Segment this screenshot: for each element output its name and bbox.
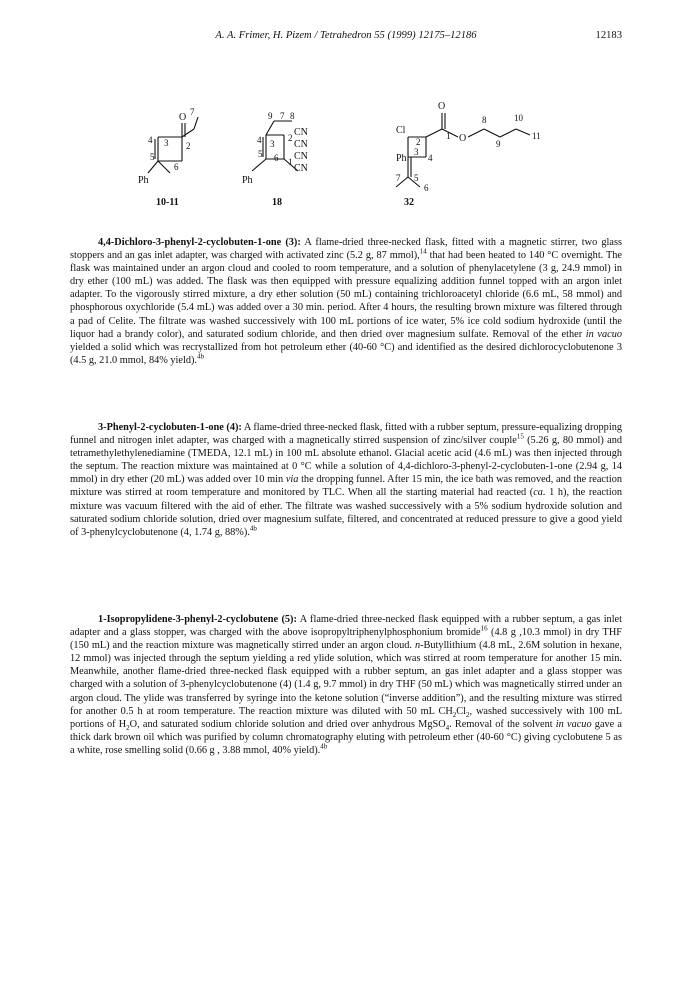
- atom-7-label: 7: [190, 107, 195, 117]
- reference-superscript: 14: [419, 247, 427, 256]
- oxygen-label-3: O: [459, 133, 467, 144]
- atom-4-label: 4: [148, 135, 153, 145]
- structure-label-2: 18: [272, 197, 282, 208]
- atom-2-label: 2: [186, 141, 191, 151]
- paragraph-text: [70, 613, 622, 757]
- subscript: 2: [126, 723, 130, 732]
- atom-3-label-b: 3: [270, 139, 275, 149]
- text-run: gave a thick dark brown oil which was purified by column chromatography eluting with petroleum ether (40-60 °C) giving cyclobutene 5 as a white, rose smelling solid (0.66 g , 3.88 mmol, 40% yield).: [70, 718, 622, 756]
- atom-2-label-c: 2: [416, 137, 421, 147]
- atom-5-label-c: 5: [414, 173, 419, 183]
- atom-2-label-b: 2: [288, 133, 293, 143]
- atom-5-label-b: 5: [258, 149, 263, 159]
- atom-8-label-c: 8: [482, 115, 487, 125]
- compound-heading: 4,4-Dichloro-3-phenyl-2-cyclobuten-1-one (3):: [98, 237, 301, 248]
- compound-heading: 1-Isopropylidene-3-phenyl-2-cyclobutene (5):: [98, 614, 297, 625]
- subscript: 2: [466, 710, 470, 719]
- atom-11-label-c: 11: [532, 131, 541, 141]
- subscript: 2: [452, 710, 457, 719]
- atom-7-label-c: 7: [396, 173, 401, 183]
- oxygen-label-2: O: [438, 101, 446, 112]
- atom-5-label: 5: [150, 152, 155, 162]
- chlorine-label: Cl: [396, 125, 406, 136]
- atom-3-label: 3: [164, 138, 169, 148]
- paragraph-text: [70, 236, 622, 367]
- atom-3-label-c: 3: [414, 147, 419, 157]
- paragraph-compound-5: [70, 613, 622, 757]
- structure-label-1: 10-11: [156, 197, 179, 208]
- atom-9-label: 9: [268, 111, 273, 121]
- text-run: the dropping funnel. After 15 min, the ice bath was removed, and the reaction mixture was stirred at room temperature and monitored by TLC. When all the starting material had reacted (: [70, 474, 622, 499]
- atom-9-label-c: 9: [496, 139, 501, 149]
- structure-label-3: 32: [404, 197, 414, 208]
- cn-group-2: CN: [294, 139, 308, 150]
- text-run: 1 h), the reaction mixture was vacuum filtered with the aid of ether. The filtrate was washed successively with a 5% sodium hydroxide solution and saturated sodium chloride solution, dried over magnesium sulfate, filtered, and concentrated at reduced pressure to give a good yield of 3-phenylcyclobutenone (4, 1.74 g, 88%).: [70, 487, 622, 538]
- atom-6-label-b: 6: [274, 153, 279, 163]
- paragraph-compound-4: [70, 421, 622, 539]
- text-run: -Butyllithium (4.8 mL, 2.6M solution in hexane, 12 mmol) was injected through the septum yielding a red ylide solution, which was stirred at room temperature for another 15 min. Meanwhile, another flame-dried three-necked flask equipped with a rubber septum, an gas inlet adapter and a glass stopper was charged with a solution of 3-phenylcyclobutenone (4) (1.4 g, 9.7 mmol) in dry THF (50 mL) which was magnetically stirred under an argon cloud. The ylide was transferred by syringe into the ketone solution (“inverse addition”), and the resulting mixture was stirred for another 0.5 h at room temperature. The reaction mixture was diluted with 50 mL CH: [70, 640, 622, 717]
- atom-6-label: 6: [174, 162, 179, 172]
- running-title: A. A. Frimer, H. Pizem / Tetrahedron 55 (1999) 12175–12186: [215, 30, 477, 41]
- cn-group-3: CN: [294, 151, 308, 162]
- structures-svg: [70, 95, 622, 215]
- subscript: 4: [445, 723, 450, 732]
- chemical-structures-figure: [70, 95, 622, 215]
- compound-heading: 3-Phenyl-2-cyclobuten-1-one (4):: [98, 422, 242, 433]
- reference-superscript: 4b: [249, 524, 257, 533]
- text-run: O, and saturated sodium chloride solution and dried over anhydrous MgSO: [129, 718, 446, 730]
- reference-superscript: 4b: [320, 742, 328, 751]
- atom-4-label-b: 4: [257, 135, 262, 145]
- atom-6-label-c: 6: [424, 183, 429, 193]
- ph-label-2: Ph: [242, 175, 253, 186]
- paragraph-text: [70, 421, 622, 539]
- atom-1-label-b: 1: [288, 157, 293, 167]
- text-run: (5.26 g, 80 mmol) and tetramethylethylenediamine (TMEDA, 12.1 mL) in 100 mL absolute ethanol. Glacial acetic acid (4.6 mL) was then injected through the septum. The reaction mixture was maintained at 0 °C while a solution of 4,4-dichloro-3-phenyl-2-cyclobuten-1-one (2.94 g, 14 mmol) in dry ether (20 mL) was added over 10 min: [70, 435, 622, 486]
- reference-superscript: 4b: [196, 352, 204, 361]
- atom-4-label-c: 4: [428, 153, 433, 163]
- text-run: Cl: [456, 705, 466, 717]
- text-run: A flame-dried three-necked flask equipped with a rubber septum, a gas inlet adapter and a glass stopper, was charged with the above isopropyltriphenylphosphonium bromide: [70, 614, 622, 639]
- reference-superscript: 15: [516, 432, 524, 441]
- italic-text: via: [285, 474, 299, 486]
- structure-10-11: [148, 117, 198, 173]
- text-run: (4.8 g ,10.3 mmol) in dry THF (150 mL) and the reaction mixture was magnetically stirred under an argon cloud.: [70, 627, 622, 652]
- text-run: . Removal of the solvent: [449, 718, 556, 730]
- atom-8-label: 8: [290, 111, 295, 121]
- ph-label-3: Ph: [396, 153, 407, 164]
- cn-group-1: CN: [294, 127, 308, 138]
- text-run: that had been heated to 140 °C overnight. The flask was maintained under an argon cloud and cooled to room temperature, and a solution of phenylacetylene (3 g, 24.9 mmol) in dry ether (100 mL) was added. The flask was then equipped with pressure equalizing addition funnel topped with an argon inlet adapter. To the vigorously stirred mixture, a dry ether solution (50 mL) containing trichloroacetyl chloride (6.6 mL, 58 mmol) and phosphorous oxychloride (5.4 mL) was added over a 30 min. period. After 4 hours, the resulting brown mixture was filtered through a pad of Celite. The filtrate was washed successively with 100 mL portions of ice water, 5% ice cold sodium hydroxide (until the liquor had a brandy color), and saturated sodium chloride, and then dried over magnesium sulfate. Removal of the ether: [70, 250, 622, 340]
- atom-10-label-c: 10: [514, 113, 523, 123]
- italic-text: ca.: [533, 487, 546, 499]
- ph-label-1: Ph: [138, 175, 149, 186]
- text-run: , washed successively with 100 mL portions of H: [70, 705, 622, 730]
- italic-text: in vacuo: [585, 328, 622, 340]
- reference-superscript: 16: [480, 624, 488, 633]
- text-run: A flame-dried three-necked flask, fitted with a magnetic stirrer, two glass stoppers and an gas inlet adapter, was charged with activated zinc (5.2 g, 87 mmol),: [70, 237, 622, 262]
- atom-7-label-b: 7: [280, 111, 285, 121]
- page-number: 12183: [595, 30, 622, 41]
- text-run: yielded a solid which was recrystallized from hot petroleum ether (40-60 °C) and identified as the desired dichlorocyclobutenone 3 (4.5 g, 21.0 mmol, 84% yield).: [70, 341, 622, 366]
- paragraph-compound-3: [70, 236, 622, 367]
- cn-group-4: CN: [294, 163, 308, 174]
- italic-text: in vacuo: [555, 718, 592, 730]
- text-run: A flame-dried three-necked flask, fitted with a rubber septum, pressure-equalizing dropping funnel and nitrogen inlet adapter, was charged with a magnetically stirred suspension of zinc/silver couple: [70, 422, 622, 447]
- italic-text: n: [414, 640, 421, 652]
- atom-1-label-c: 1: [446, 131, 451, 141]
- oxygen-label-1: O: [179, 112, 187, 123]
- page-header: [70, 30, 622, 46]
